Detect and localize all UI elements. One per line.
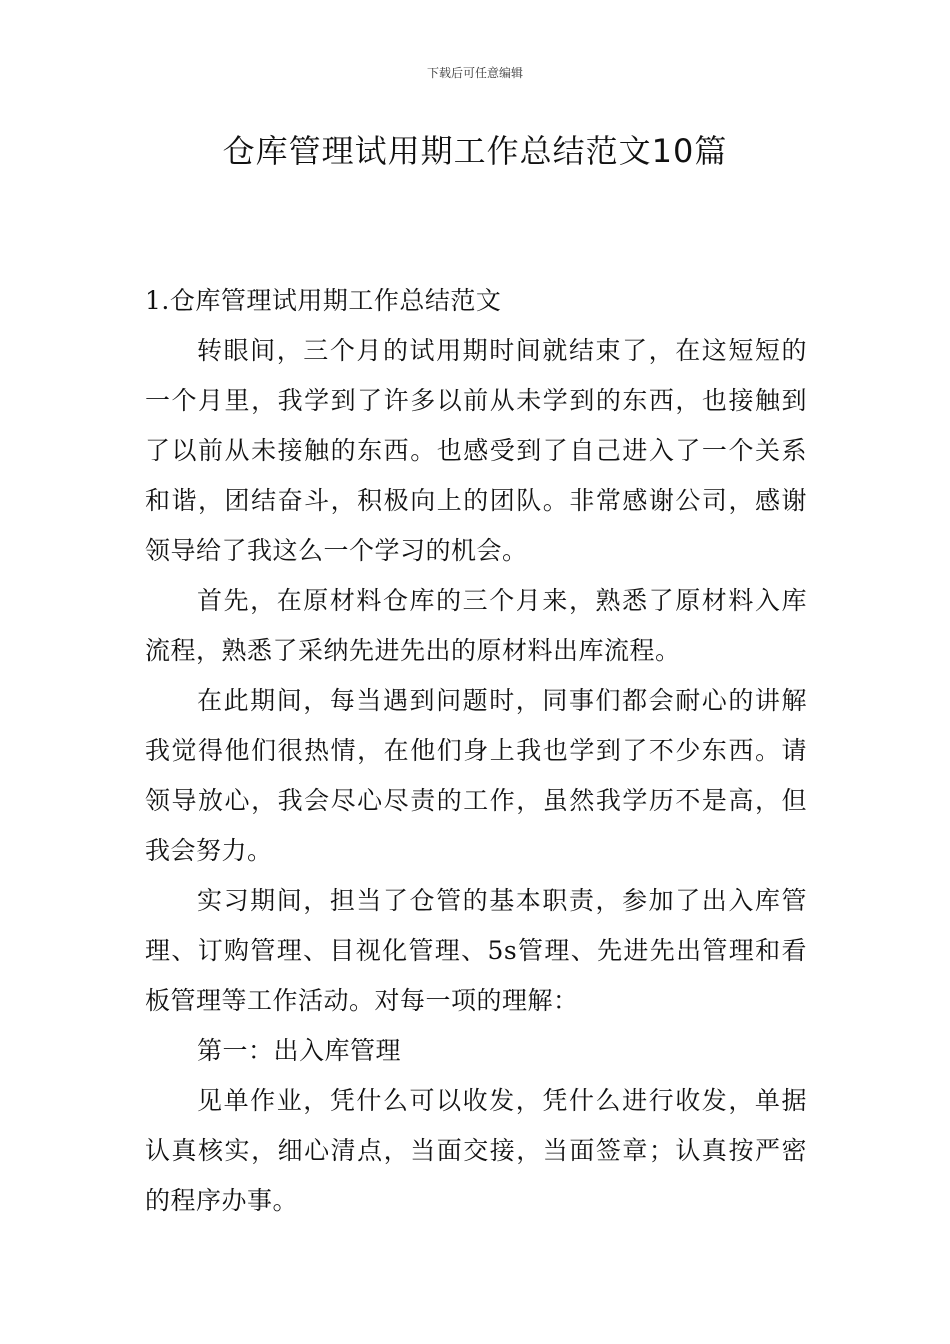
- paragraph: 见单作业，凭什么可以收发，凭什么进行收发，单据认真核实，细心清点，当面交接，当面签章；认真按严密的程序办事。: [145, 1086, 807, 1215]
- header-note: 下载后可任意编辑: [426, 66, 523, 80]
- document-body: [145, 276, 807, 1226]
- paragraph: 实习期间，担当了仓管的基本职责，参加了出入库管理、订购管理、目视化管理、5s管理、先进先出管理和看板管理等工作活动。对每一项的理解：: [145, 886, 807, 1015]
- section-heading: 1.仓库管理试用期工作总结范文: [145, 286, 502, 315]
- paragraph: 首先，在原材料仓库的三个月来，熟悉了原材料入库流程，熟悉了采纳先进先出的原材料出库流程。: [145, 586, 807, 665]
- subsection-heading: 第一：出入库管理: [197, 1036, 402, 1065]
- document-title: 仓库管理试用期工作总结范文10篇: [222, 132, 728, 170]
- paragraph: 在此期间，每当遇到问题时，同事们都会耐心的讲解我觉得他们很热情，在他们身上我也学到了不少东西。请领导放心，我会尽心尽责的工作，虽然我学历不是高，但我会努力。: [145, 686, 807, 865]
- paragraph: 转眼间，三个月的试用期时间就结束了，在这短短的一个月里，我学到了许多以前从未学到的东西，也接触到了以前从未接触的东西。也感受到了自己进入了一个关系和谐，团结奋斗，积极向上的团队。非常感谢公司，感谢领导给了我这么一个学习的机会。: [145, 336, 807, 565]
